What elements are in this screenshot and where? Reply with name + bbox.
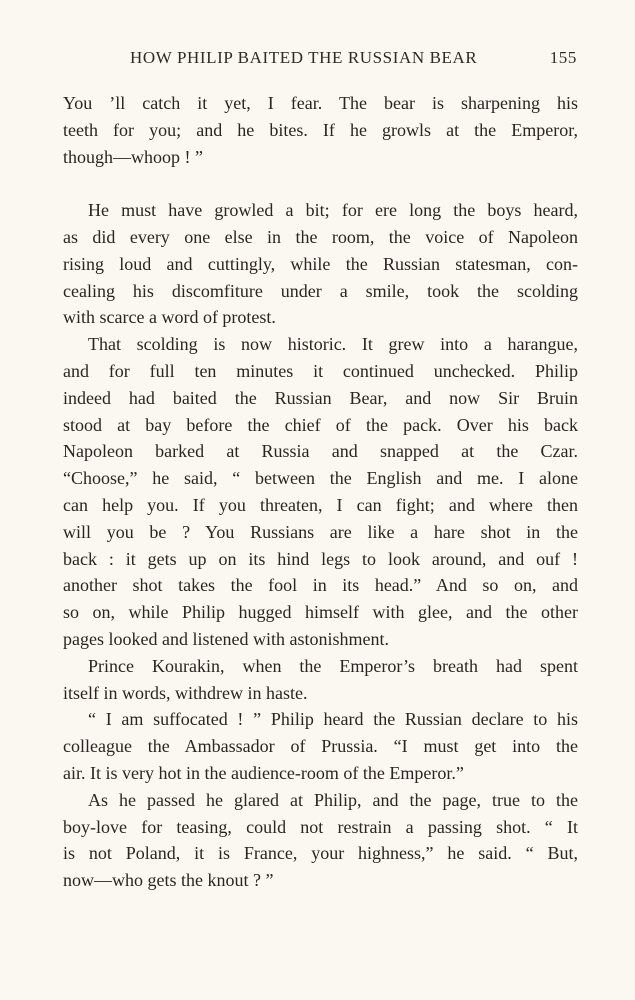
- text-line: back : it gets up on its hind legs to look around, and ouf !: [63, 548, 578, 569]
- text-line: air. It is very hot in the audience-room of the Emperor.”: [63, 762, 464, 783]
- text-line: boy-love for teasing, could not restrain a passing shot. “ It: [63, 816, 578, 837]
- text-line: another shot takes the fool in its head.” And so on, and: [63, 575, 578, 596]
- paragraph: [63, 90, 578, 170]
- text-line: You ’ll catch it yet, I fear. The bear is sharpening his: [63, 93, 578, 113]
- text-line: with scarce a word of protest.: [63, 307, 276, 328]
- text-line: Napoleon barked at Russia and snapped at the Czar.: [63, 441, 578, 462]
- text-line: can help you. If you threaten, I can fight; and where then: [63, 494, 578, 515]
- text-line: As he passed he glared at Philip, and the page, true to the: [88, 789, 578, 810]
- text-line: cealing his discomfiture under a smile, took the scolding: [63, 280, 578, 301]
- running-head-title: HOW PHILIP BAITED THE RUSSIAN BEAR: [130, 48, 478, 67]
- text-line: rising loud and cuttingly, while the Russian statesman, con-: [63, 253, 578, 274]
- text-line: That scolding is now historic. It grew into a harangue,: [88, 334, 578, 355]
- text-line: “ I am suffocated ! ” Philip heard the Russian declare to his: [88, 709, 578, 730]
- running-head: [130, 48, 577, 72]
- text-line: indeed had baited the Russian Bear, and now Sir Bruin: [63, 387, 578, 408]
- text-line: stood at bay before the chief of the pack. Over his back: [63, 414, 578, 435]
- paragraph: [63, 653, 578, 707]
- text-line: teeth for you; and he bites. If he growls at the Emperor,: [63, 119, 578, 140]
- text-line: is not Poland, it is France, your highness,” he said. “ But,: [63, 843, 578, 864]
- paragraph: [63, 197, 578, 331]
- paragraph: [63, 787, 578, 894]
- text-line: though—whoop ! ”: [63, 146, 203, 167]
- text-line: now—who gets the knout ? ”: [63, 870, 274, 891]
- text-line: so on, while Philip hugged himself with glee, and the other: [63, 602, 578, 623]
- paragraph-gap: [63, 170, 578, 197]
- text-line: itself in words, withdrew in haste.: [63, 682, 308, 703]
- paragraph: [63, 331, 578, 653]
- text-line: as did every one else in the room, the voice of Napoleon: [63, 226, 578, 247]
- body-text: [63, 90, 578, 894]
- text-line: colleague the Ambassador of Prussia. “I must get into the: [63, 736, 578, 757]
- paragraph: [63, 706, 578, 786]
- text-line: Prince Kourakin, when the Emperor’s breath had spent: [88, 655, 578, 676]
- text-line: pages looked and listened with astonishment.: [63, 628, 389, 649]
- text-line: and for full ten minutes it continued unchecked. Philip: [63, 360, 578, 381]
- text-line: He must have growled a bit; for ere long the boys heard,: [88, 200, 578, 221]
- text-line: will you be ? You Russians are like a hare shot in the: [63, 521, 578, 542]
- page-number: 155: [549, 48, 577, 67]
- text-line: “Choose,” he said, “ between the English and me. I alone: [63, 468, 578, 489]
